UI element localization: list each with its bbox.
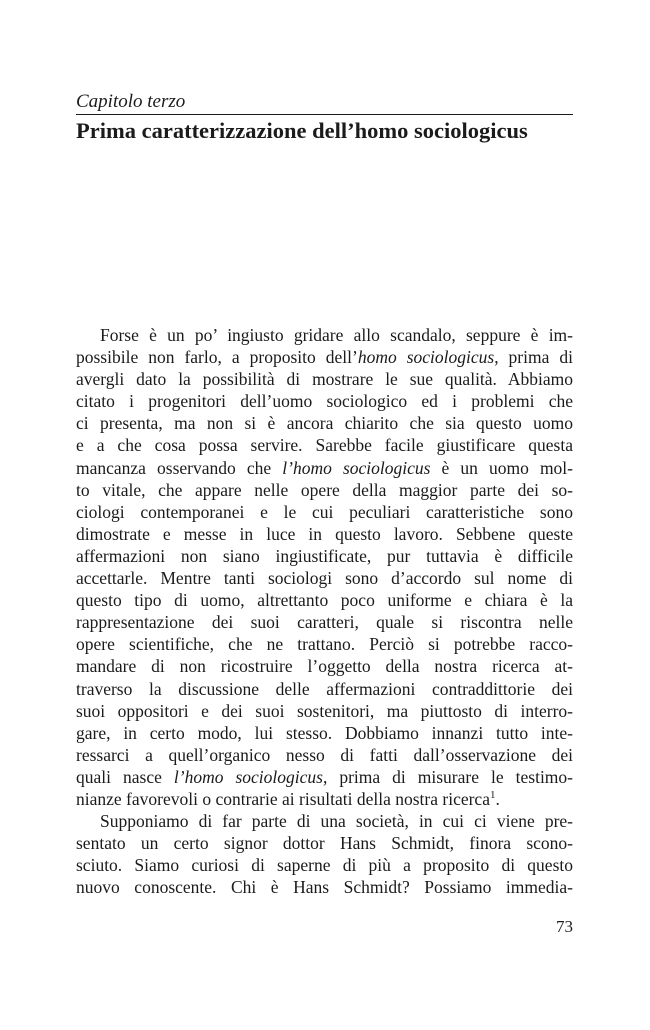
text-run: , prima di [494, 347, 573, 368]
text-run: questo tipo di uomo, altrettanto poco uniforme e chiara è la [76, 590, 573, 611]
text-line [76, 412, 573, 434]
text-run: citato i progenitori dell’uomo sociologico ed i problemi che [76, 391, 573, 412]
text-run: sciuto. Siamo curiosi di saperne di più a proposito di questo [76, 855, 573, 876]
text-run: Supponiamo di far parte di una società, in cui ci viene pre- [100, 811, 573, 832]
text-run: mandare di non ricostruire l’oggetto della nostra ricerca at- [76, 656, 573, 677]
text-run: to vitale, che appare nelle opere della maggior parte dei so- [76, 479, 573, 500]
text-line [76, 434, 573, 456]
text-line [76, 744, 573, 766]
footnote-marker: 1 [489, 789, 496, 802]
chapter-rule [76, 114, 573, 115]
text-run: ci presenta, ma non si è ancora chiarito che sia questo uomo [76, 413, 573, 434]
text-run: quali nasce [76, 766, 174, 787]
text-line [76, 501, 573, 523]
text-run: mancanza osservando che [76, 457, 283, 478]
chapter-label: Capitolo terzo [76, 91, 186, 112]
text-run: nuovo conoscente. Chi è Hans Schmidt? Possiamo immedia- [76, 877, 573, 898]
text-run: possibile non farlo, a proposito dell’ [76, 347, 358, 368]
text-line [76, 633, 573, 655]
text-line [76, 589, 573, 611]
text-line [76, 611, 573, 633]
text-line [76, 324, 573, 346]
text-line [76, 368, 573, 390]
text-run: avergli dato la possibilità di mostrare le sue qualità. Abbiamo [76, 369, 573, 390]
text-line [76, 810, 573, 832]
text-line [76, 346, 573, 368]
text-run: dimostrate e messe in luce in questo lavoro. Sebbene queste [76, 523, 573, 544]
text-run: suoi oppositori e dei suoi sostenitori, ma piuttosto di interro- [76, 700, 573, 721]
body-text [76, 324, 573, 898]
text-run: , prima di misurare le testimo- [322, 766, 573, 787]
text-run: affermazioni non siano ingiustificate, pur tuttavia è difficile [76, 545, 573, 566]
text-line [76, 523, 573, 545]
text-line [76, 655, 573, 677]
chapter-title: Prima caratterizzazione dell’homo sociologicus [76, 118, 528, 143]
text-run: rappresentazione dei suoi caratteri, quale si riscontra nelle [76, 612, 573, 633]
text-run: accettarle. Mentre tanti sociologi sono d’accordo sul nome di [76, 568, 573, 589]
text-run: traverso la discussione delle affermazioni contraddittorie dei [76, 678, 573, 699]
book-page [76, 0, 573, 1030]
text-line [76, 545, 573, 567]
text-run: ciologi contemporanei e le cui peculiari caratteristiche sono [76, 501, 573, 522]
text-run: opere scientifiche, che ne trattano. Perciò si potrebbe racco- [76, 634, 573, 655]
text-run: è un uomo mol- [430, 457, 574, 478]
text-line [76, 390, 573, 412]
text-line [76, 457, 573, 479]
text-line [76, 832, 573, 854]
text-line [76, 876, 573, 898]
text-run: nianze favorevoli o contrarie ai risultati della nostra ricerca [76, 788, 490, 809]
italic-term: homo sociologicus [357, 347, 495, 368]
italic-term: l’homo sociologicus [282, 457, 431, 478]
text-line [76, 722, 573, 744]
text-line [76, 678, 573, 700]
text-line [76, 788, 573, 810]
text-run: sentato un certo signor dottor Hans Schmidt, finora scono- [76, 833, 573, 854]
page-number: 73 [556, 917, 573, 936]
text-run: . [495, 788, 500, 809]
italic-term: l’homo sociologicus [173, 766, 323, 787]
text-line [76, 479, 573, 501]
text-run: ressarci a quell’organico nesso di fatti dall’osservazione dei [76, 744, 573, 765]
text-run: gare, in certo modo, lui stesso. Dobbiamo innanzi tutto inte- [76, 722, 573, 743]
text-line [76, 854, 573, 876]
text-line [76, 567, 573, 589]
text-run: Forse è un po’ ingiusto gridare allo scandalo, seppure è im- [100, 325, 573, 345]
text-line [76, 700, 573, 722]
text-line [76, 766, 573, 788]
text-run: e a che cosa possa servire. Sarebbe facile giustificare questa [76, 435, 573, 456]
